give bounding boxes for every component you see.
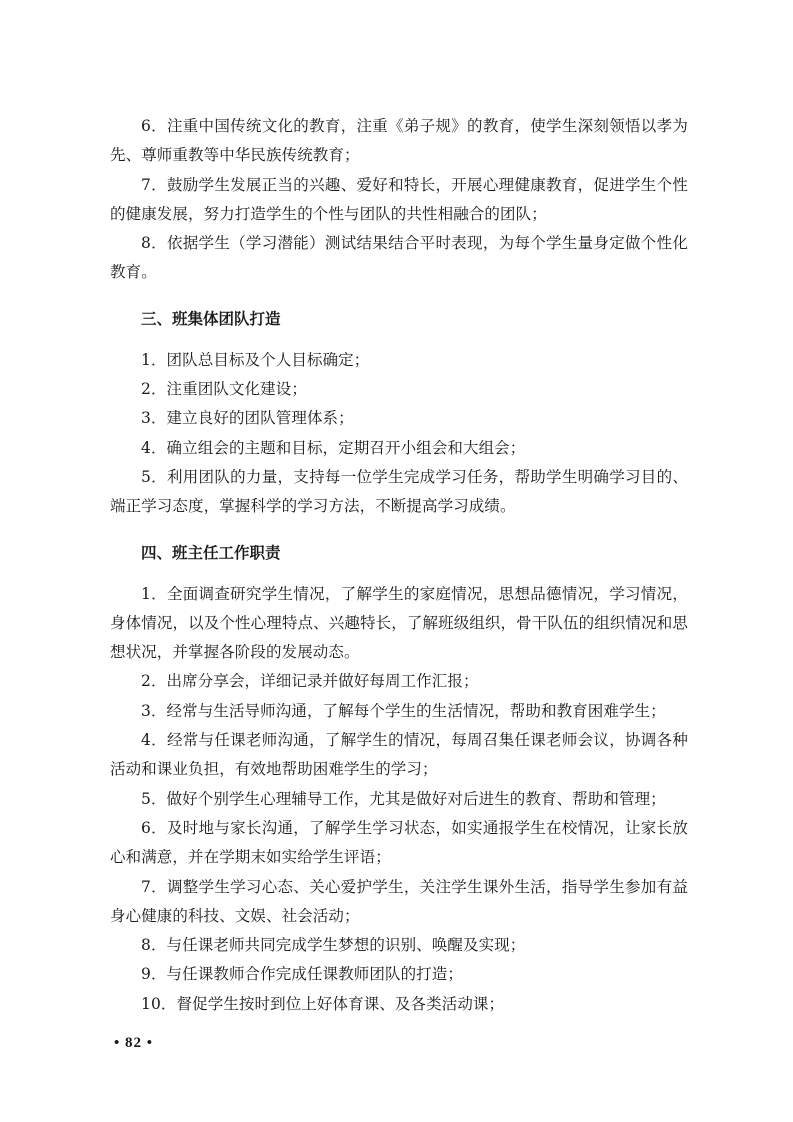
list-item: 2．注重团队文化建设； bbox=[141, 380, 307, 399]
list-item: 8．与任课老师共同完成学生梦想的识别、唤醒及实现； bbox=[141, 936, 526, 955]
section-heading: 四、班主任工作职责 bbox=[141, 543, 281, 562]
list-item: 4．经常与任课老师沟通，了解学生的情况，每周召集任课老师会议，协调各种活动和课业负担，有效地帮助困难学生的学习； bbox=[110, 731, 688, 779]
list-item: 6．及时地与家长沟通，了解学生学习状态，如实通报学生在校情况，让家长放心和满意，并在学期末如实给学生评语； bbox=[110, 818, 688, 867]
list-item: 1．团队总目标及个人目标确定； bbox=[141, 350, 370, 369]
list-item: 8．依据学生（学习潜能）测试结果结合平时表现，为每个学生量身定做个性化教育。 bbox=[110, 234, 688, 282]
list-item: 2．出席分享会，详细记录并做好每周工作汇报； bbox=[141, 672, 479, 691]
page-number: • 82 • bbox=[114, 1035, 154, 1051]
list-item: 3．建立良好的团队管理体系； bbox=[141, 409, 354, 428]
section-heading: 三、班集体团队打造 bbox=[141, 309, 281, 328]
page-content bbox=[110, 112, 688, 1019]
list-item: 1．全面调查研究学生情况，了解学生的家庭情况，思想品德情况，学习情况，身体情况，以及个性心理特点、兴趣特长，了解班级组织，骨干队伍的组织情况和思想状况，并掌握各阶段的发展动态。 bbox=[110, 584, 688, 662]
list-item: 3．经常与生活导师沟通，了解每个学生的生活情况，帮助和教育困难学生； bbox=[141, 701, 666, 720]
list-item: 5．利用团队的力量，支持每一位学生完成学习任务，帮助学生明确学习目的、端正学习态度，掌握科学的学习方法，不断提高学习成绩。 bbox=[110, 467, 688, 516]
list-item: 4．确立组会的主题和目标，定期召开小组会和大组会； bbox=[141, 438, 526, 457]
list-item: 7．鼓励学生发展正当的兴趣、爱好和特长，开展心理健康教育，促进学生个性的健康发展，努力打造学生的个性与团队的共性相融合的团队； bbox=[110, 175, 688, 223]
list-item: 6．注重中国传统文化的教育，注重《弟子规》的教育，使学生深刻领悟以孝为先、尊师重教等中华民族传统教育； bbox=[110, 117, 688, 165]
list-item: 7．调整学生学习心态、关心爱护学生，关注学生课外生活，指导学生参加有益身心健康的科技、文娱、社会活动； bbox=[110, 877, 688, 925]
list-item: 10．督促学生按时到位上好体育课、及各类活动课； bbox=[141, 994, 505, 1013]
list-item: 5．做好个别学生心理辅导工作，尤其是做好对后进生的教育、帮助和管理； bbox=[141, 789, 666, 808]
list-item: 9．与任课教师合作完成任课教师团队的打造； bbox=[141, 965, 463, 984]
